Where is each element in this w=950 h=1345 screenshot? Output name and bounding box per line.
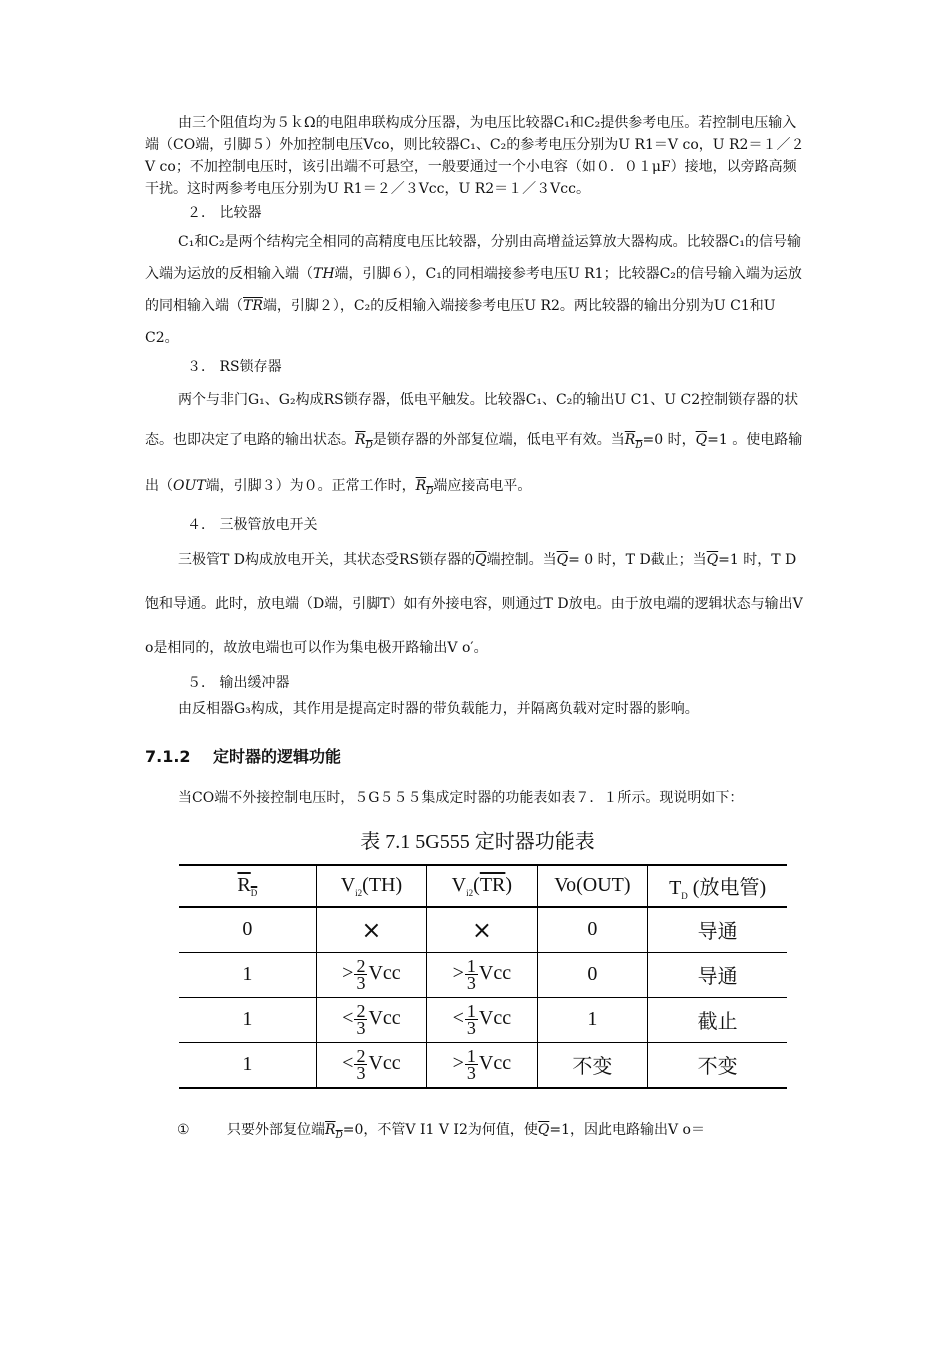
cell-tr	[427, 907, 537, 953]
text-span: 三极管T D构成放电开关，其状态受RS锁存器的	[178, 551, 476, 568]
numerator: 1	[466, 956, 476, 977]
cell-td: 导通	[648, 952, 787, 997]
header-vi1	[316, 865, 426, 907]
text-span: =1，因此电路输出V o＝	[549, 1121, 705, 1138]
numerator: 1	[466, 1001, 476, 1022]
cross-icon: ×	[361, 915, 382, 944]
header-text: T	[669, 876, 682, 899]
note-paragraph	[145, 1117, 810, 1149]
cell-th	[316, 952, 426, 997]
cell-vo: 1	[537, 997, 648, 1042]
heading-output-buffer: ５． 输出缓冲器	[187, 674, 290, 691]
cell-vo: 不变	[537, 1042, 648, 1088]
fraction	[354, 1046, 367, 1084]
tr-label: $\overline{TR}$	[243, 298, 263, 314]
comparator: >	[452, 1052, 464, 1075]
table-row	[179, 952, 787, 997]
text-span: 端应接高电平。	[433, 477, 532, 494]
q-symbol: $\overline{Q}$	[695, 432, 708, 448]
q-symbol: $\overline{Q}$	[537, 1121, 550, 1138]
rd-sub: D	[335, 1130, 343, 1141]
denominator: 3	[356, 1018, 366, 1039]
fraction	[465, 1001, 478, 1039]
text-span: = 0 时，T D截止；当	[568, 551, 707, 568]
text-span: 端，引脚６），C₁的同相端接参考电压U R1；比较器C₂的信号输入端为运放的同相输入端（	[145, 266, 802, 314]
rd-symbol	[624, 432, 643, 451]
header-text: (放电管)	[687, 876, 767, 899]
denominator: 3	[356, 1063, 366, 1084]
fraction	[354, 1001, 367, 1039]
comparator: <	[342, 1052, 354, 1075]
header-td	[648, 865, 787, 907]
th-label: TH	[313, 266, 335, 282]
paragraph-output-buffer: 由反相器G₃构成，其作用是提高定时器的带负载能力，并隔离负载对定时器的影响。	[178, 700, 699, 717]
function-table	[179, 864, 787, 1089]
rd-symbol	[325, 1121, 343, 1141]
cell-rd: 1	[179, 952, 316, 997]
cell-td: 导通	[648, 907, 787, 953]
paragraph-rs-latch	[145, 380, 810, 512]
text-span: 端，引脚３）为０。正常工作时，	[205, 477, 416, 494]
header-tr: $\overline{TR}$	[479, 873, 506, 896]
heading-comparator: ２． 比较器	[187, 205, 262, 221]
text-span: =1 时，T D饱和导通。此时，放电端（D端，引脚T）如有外接电容，则通过T D放电。由于放电端的逻辑状态与输出V o是相同的，故放电端也可以作为集电极开路输出V o′。	[145, 551, 803, 656]
section-title: 定时器的逻辑功能	[213, 746, 342, 766]
denominator: 3	[356, 973, 366, 994]
cell-th	[316, 997, 426, 1042]
cell-th	[316, 1042, 426, 1088]
cell-rd: 1	[179, 997, 316, 1042]
section-heading	[145, 744, 810, 767]
header-sub: i2	[355, 887, 363, 898]
paragraph-intro: 当CO端不外接控制电压时，５G５５５集成定时器的功能表如表７．１所示。现说明如下：	[178, 789, 744, 806]
table-row	[179, 997, 787, 1042]
rd-sub: D	[365, 440, 373, 451]
header-vi2: $V_{i2}(\overline{TR})$	[427, 865, 537, 907]
denominator: 3	[466, 1063, 476, 1084]
header-text: V	[340, 873, 356, 896]
cell-rd: 0	[179, 907, 316, 953]
cell-tr	[427, 1042, 537, 1088]
rd-sub: D	[635, 440, 643, 451]
comparator: >	[452, 962, 464, 985]
cell-tr	[427, 952, 537, 997]
header-text: (TH)	[362, 873, 403, 896]
text-span: 是锁存器的外部复位端，低电平有效。当	[372, 432, 625, 448]
numerator: 2	[356, 1046, 366, 1067]
cell-tr	[427, 997, 537, 1042]
unit: Vcc	[478, 1007, 512, 1030]
rd-symbol	[355, 432, 373, 451]
text-span: 端控制。当	[486, 551, 557, 568]
fraction	[354, 956, 367, 994]
rd-letter: R	[325, 1121, 336, 1138]
rd-letter: R	[624, 432, 636, 448]
numerator: 2	[356, 956, 366, 977]
paragraph-discharge	[145, 538, 810, 670]
text-span: =0，不管V I1 V I2为何值，使	[342, 1121, 538, 1138]
cell-th	[316, 907, 426, 953]
text-span: 两个与非门G₁、G₂构成RS锁存器，低电平触发。比较器C₁、C₂的输出U C1、U C2控制锁存器的状态。也即决定了电路的输出状态。	[145, 392, 799, 448]
cell-rd: 1	[179, 1042, 316, 1088]
rd-letter: R	[355, 432, 366, 448]
text-span: 端，引脚２），C₂的反相输入端接参考电压U R2。两比较器的输出分别为U C1和U C2。	[145, 298, 776, 346]
comparator: >	[342, 962, 354, 985]
text-span: 只要外部复位端	[227, 1121, 325, 1138]
unit: Vcc	[368, 1052, 401, 1075]
header-sub: i2	[466, 887, 474, 898]
header-vo: Vo(OUT)	[537, 865, 648, 907]
table-header-row	[179, 865, 787, 907]
comparator: <	[452, 1007, 464, 1030]
text-span: =0 时，	[642, 432, 696, 448]
denominator: 3	[466, 973, 476, 994]
text-span: =1 。使电路输出（	[145, 432, 803, 494]
out-label: OUT	[173, 477, 206, 494]
document-page	[145, 112, 810, 1148]
rd-symbol	[415, 477, 434, 497]
header-text: V	[451, 873, 467, 896]
unit: Vcc	[368, 962, 401, 985]
table-row	[179, 1042, 787, 1088]
table-row	[179, 907, 787, 953]
paragraph-divider: 由三个阻值均为５ｋΩ的电阻串联构成分压器，为电压比较器C₁和C₂提供参考电压。若控制电压输入端（CO端，引脚５）外加控制电压Vco，则比较器C₁、C₂的参考电压分别为U R1＝V co，U R2＝１／２V co；不加控制电压时，该引出端不可悬空，一般要通过一个小电容（如０．０１μF）接地，以旁路高频干扰。这时两参考电压分别为U R1＝２／３Vcc，U R2＝１／３Vcc。	[145, 115, 805, 197]
header-sub: D	[681, 890, 688, 901]
header-text: R	[237, 873, 251, 896]
unit: Vcc	[478, 1052, 512, 1075]
unit: Vcc	[368, 1007, 401, 1030]
cell-td: 截止	[648, 997, 787, 1042]
fraction	[465, 1046, 478, 1084]
text-span: C₁和C₂是两个结构完全相同的高精度电压比较器，分别由高增益运算放大器构成。比较器C₁的信号输入端为运放的反相输入端（	[145, 234, 801, 282]
header-sub: D	[250, 887, 258, 898]
q-symbol: $\overline{Q}$	[556, 551, 569, 568]
rd-header-symbol	[237, 874, 257, 896]
heading-discharge: ４． 三极管放电开关	[187, 516, 318, 533]
paragraph-comparator	[145, 226, 810, 354]
cross-icon: ×	[471, 915, 492, 944]
unit: Vcc	[478, 962, 512, 985]
numerator: 1	[466, 1046, 476, 1067]
comparator: <	[342, 1007, 354, 1030]
fraction	[465, 956, 478, 994]
cell-vo: 0	[537, 952, 648, 997]
header-rd	[179, 865, 316, 907]
rd-sub: D	[426, 486, 434, 497]
heading-rs-latch: ３． RS锁存器	[187, 359, 282, 375]
section-number: 7.1.2	[145, 746, 191, 766]
q-symbol: $\overline{Q}$	[706, 551, 719, 568]
note-marker: ①	[177, 1121, 190, 1138]
rd-letter: R	[415, 477, 427, 494]
denominator: 3	[466, 1018, 476, 1039]
numerator: 2	[356, 1001, 366, 1022]
q-symbol: $\overline{Q}$	[475, 551, 487, 568]
table-caption: 表 7.1 5G555 定时器功能表	[360, 830, 595, 853]
cell-td: 不变	[648, 1042, 787, 1088]
cell-vo: 0	[537, 907, 648, 953]
